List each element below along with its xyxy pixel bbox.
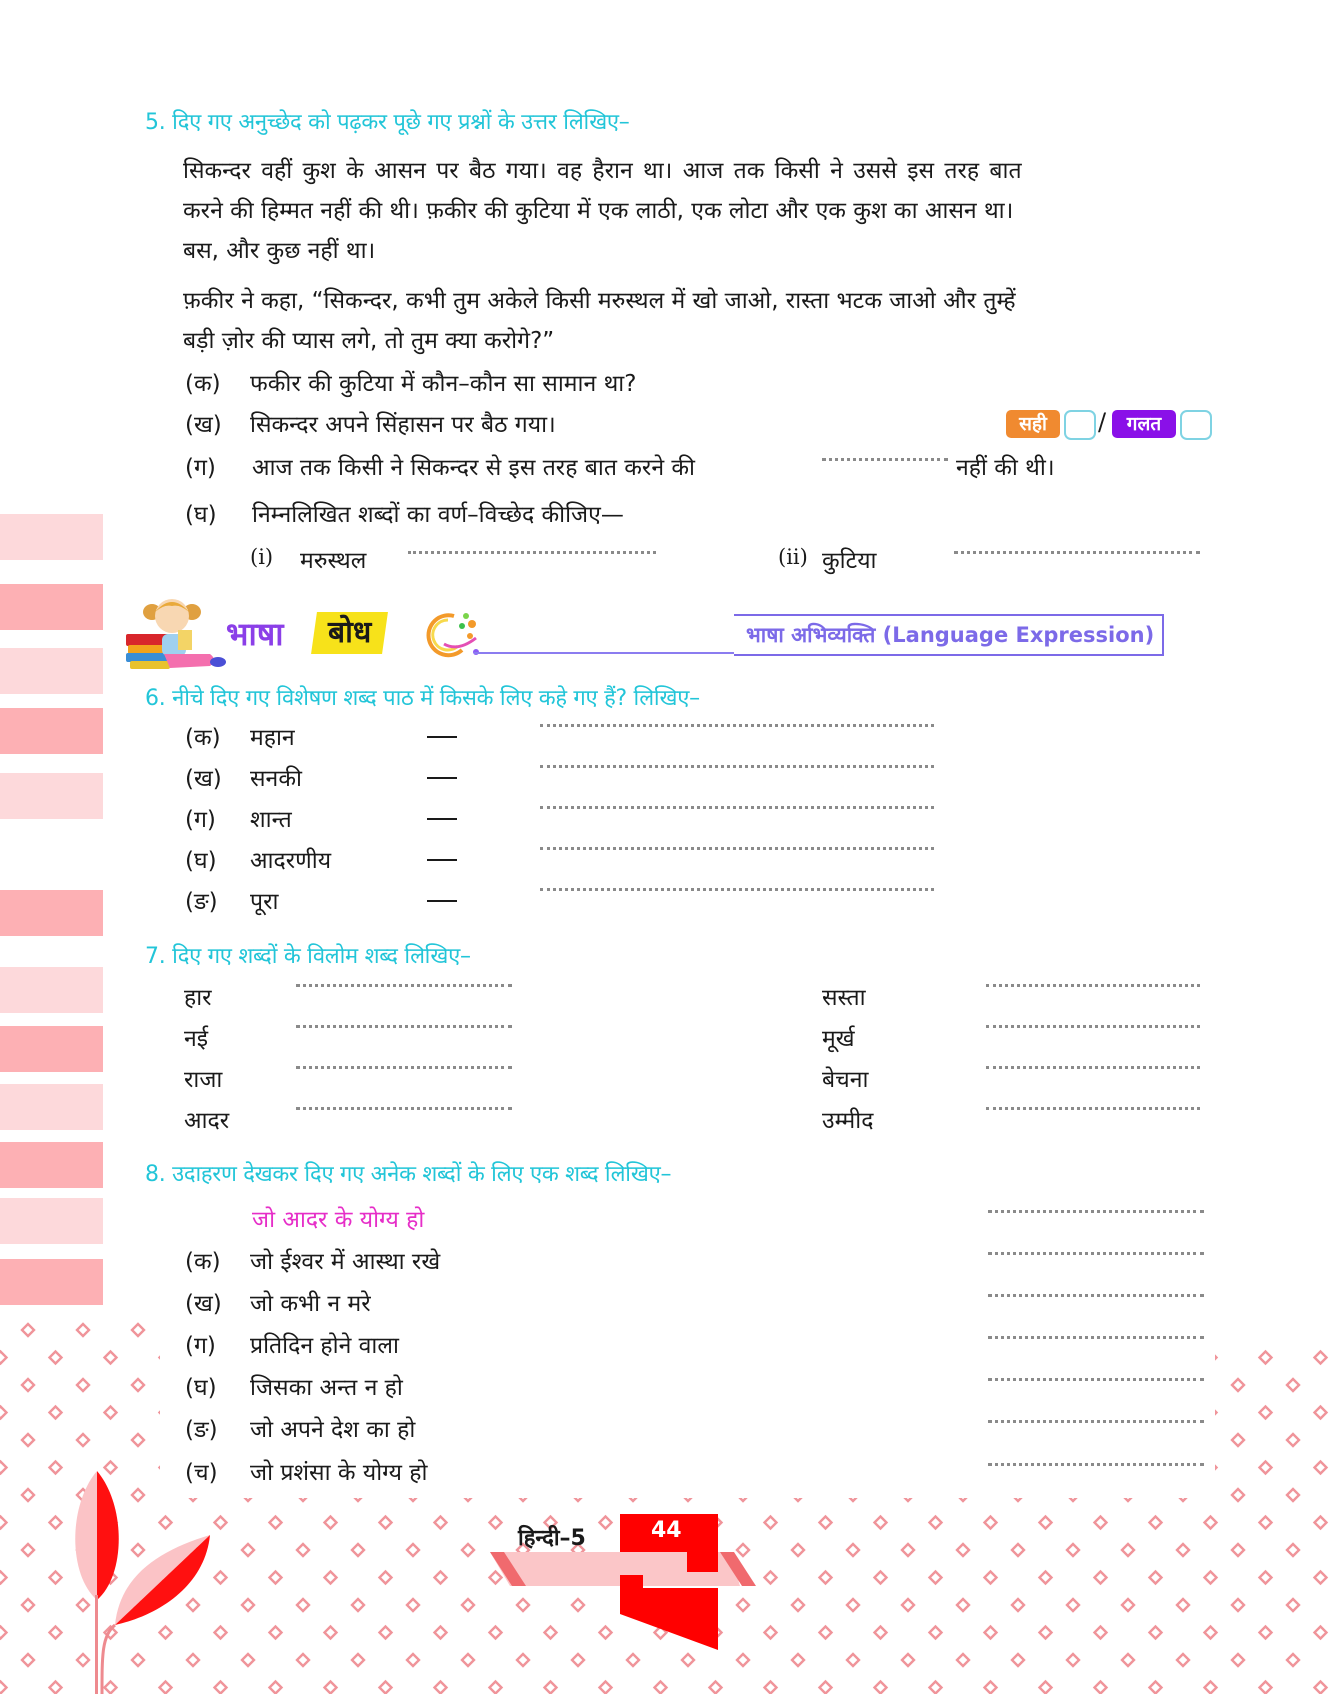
answer-line[interactable]	[296, 1107, 512, 1110]
question-text: फकीर की कुटिया में कौन–कौन सा सामान था?	[250, 371, 637, 397]
adjective-word: शान्त	[250, 807, 292, 833]
sub-word: कुटिया	[822, 548, 877, 574]
answer-line[interactable]	[540, 806, 934, 809]
antonym-word: हार	[184, 985, 212, 1011]
item-label: (ख)	[185, 1291, 222, 1317]
book-title: हिन्दी–5	[518, 1526, 586, 1551]
adjective-word: सनकी	[250, 766, 302, 792]
adjective-word: महान	[250, 725, 295, 751]
passage-line: बड़ी ज़ोर की प्यास लगे, तो तुम क्या करोगे?”	[183, 328, 555, 354]
reading-girl-illustration	[122, 590, 230, 670]
side-bar	[0, 648, 103, 694]
side-bar	[0, 890, 103, 936]
passage-line: सिकन्दर वहीं कुश के आसन पर बैठ गया। वह हैरान था। आज तक किसी ने उससे इस तरह बात	[183, 158, 1022, 184]
question-5-heading: 5. दिए गए अनुच्छेद को पढ़कर पूछे गए प्रश्नों के उत्तर लिखिए–	[145, 110, 630, 135]
phrase: जो ईश्वर में आस्था रखे	[250, 1249, 441, 1275]
answer-line[interactable]	[986, 1066, 1200, 1069]
antonym-word: सस्ता	[822, 985, 866, 1011]
separator: /	[1098, 408, 1107, 436]
item-label: (घ)	[185, 1375, 217, 1401]
side-bar	[0, 1198, 103, 1244]
question-text: सिकन्दर अपने सिंहासन पर बैठ गया।	[250, 412, 556, 438]
phrase: जो अपने देश का हो	[250, 1417, 416, 1443]
passage-line: फ़कीर ने कहा, “सिकन्दर, कभी तुम अकेले किसी मरुस्थल में खो जाओ, रास्ता भटक जाओ और तुम्हें	[183, 288, 1016, 314]
item-label: (ग)	[185, 807, 216, 833]
answer-line[interactable]	[988, 1336, 1204, 1339]
item-label: (ङ)	[185, 889, 218, 915]
antonym-word: मूर्ख	[822, 1026, 855, 1052]
item-label: (क)	[185, 371, 221, 397]
side-bar	[0, 1084, 103, 1130]
sub-word: मरुस्थल	[300, 548, 367, 574]
side-bar	[0, 1259, 103, 1305]
true-checkbox[interactable]	[1064, 410, 1096, 440]
leaf-decoration	[60, 1465, 220, 1694]
passage-line: बस, और कुछ नहीं था।	[183, 238, 376, 264]
side-bar	[0, 1142, 103, 1188]
example-answer-line[interactable]	[988, 1210, 1204, 1213]
answer-line[interactable]	[954, 551, 1200, 554]
answer-line[interactable]	[540, 765, 934, 768]
item-label: (ख)	[185, 766, 222, 792]
item-label: (घ)	[185, 502, 217, 528]
antonym-word: राजा	[184, 1067, 223, 1093]
dash	[427, 818, 457, 820]
answer-line[interactable]	[988, 1420, 1204, 1423]
sub-label: (i)	[250, 545, 274, 569]
dash	[427, 736, 457, 738]
item-label: (क)	[185, 725, 221, 751]
sub-label: (ii)	[778, 545, 808, 569]
false-checkbox[interactable]	[1180, 410, 1212, 440]
fill-blank-line[interactable]	[822, 458, 948, 461]
answer-line[interactable]	[540, 888, 934, 891]
banner-divider	[474, 652, 734, 654]
answer-line[interactable]	[296, 1025, 512, 1028]
side-bar	[0, 1026, 103, 1072]
false-badge: गलत	[1112, 410, 1176, 438]
true-badge: सही	[1006, 410, 1060, 438]
question-text: आज तक किसी ने सिकन्दर से इस तरह बात करने की	[252, 455, 696, 481]
example-phrase: जो आदर के योग्य हो	[252, 1207, 425, 1233]
item-label: (ग)	[185, 1333, 216, 1359]
page-number: 44	[651, 1518, 682, 1543]
item-label: (ग)	[185, 455, 216, 481]
phrase: प्रतिदिन होने वाला	[250, 1333, 399, 1359]
antonym-word: नई	[184, 1026, 209, 1052]
question-text-end: नहीं की थी।	[956, 455, 1055, 481]
phrase: जो प्रशंसा के योग्य हो	[250, 1460, 428, 1486]
side-bar	[0, 773, 103, 819]
adjective-word: आदरणीय	[250, 848, 332, 874]
item-label: (क)	[185, 1249, 221, 1275]
section-title-bodh-text: बोध	[328, 615, 372, 650]
answer-line[interactable]	[296, 984, 512, 987]
side-bar	[0, 708, 103, 754]
language-expression-label: भाषा अभिव्यक्ति (Language Expression)	[734, 614, 1164, 656]
antonym-word: उम्मीद	[822, 1108, 874, 1134]
item-label: (च)	[185, 1460, 218, 1486]
antonym-word: बेचना	[822, 1067, 869, 1093]
dash	[427, 777, 457, 779]
answer-line[interactable]	[540, 724, 934, 727]
passage-line: करने की हिम्मत नहीं की थी। फ़कीर की कुटिया में एक लाठी, एक लोटा और एक कुश का आसन था।	[183, 198, 1014, 224]
answer-line[interactable]	[988, 1252, 1204, 1255]
answer-line[interactable]	[408, 551, 656, 554]
answer-line[interactable]	[296, 1066, 512, 1069]
question-text: निम्नलिखित शब्दों का वर्ण–विच्छेद कीजिए—	[252, 502, 624, 528]
question-6-heading: 6. नीचे दिए गए विशेषण शब्द पाठ में किसके लिए कहे गए हैं? लिखिए–	[145, 686, 700, 711]
section-title-bhasha: भाषा	[226, 615, 284, 653]
answer-line[interactable]	[988, 1294, 1204, 1297]
item-label: (ख)	[185, 412, 222, 438]
side-bar	[0, 514, 103, 560]
question-8-heading: 8. उदाहरण देखकर दिए गए अनेक शब्दों के लिए एक शब्द लिखिए–	[145, 1162, 672, 1187]
item-label: (ङ)	[185, 1417, 218, 1443]
phrase: जो कभी न मरे	[250, 1291, 371, 1317]
dash	[427, 900, 457, 902]
antonym-word: आदर	[184, 1108, 230, 1134]
question-7-heading: 7. दिए गए शब्दों के विलोम शब्द लिखिए–	[145, 944, 471, 969]
answer-line[interactable]	[988, 1378, 1204, 1381]
item-label: (घ)	[185, 848, 217, 874]
answer-line[interactable]	[986, 1025, 1200, 1028]
side-bar	[0, 967, 103, 1013]
side-bar	[0, 584, 103, 630]
answer-line[interactable]	[540, 847, 934, 850]
section-title-bodh	[311, 612, 388, 654]
answer-line[interactable]	[986, 1107, 1200, 1110]
adjective-word: पूरा	[250, 889, 279, 915]
phrase: जिसका अन्त न हो	[250, 1375, 403, 1401]
answer-line[interactable]	[988, 1463, 1204, 1466]
answer-line[interactable]	[986, 984, 1200, 987]
dash	[427, 859, 457, 861]
